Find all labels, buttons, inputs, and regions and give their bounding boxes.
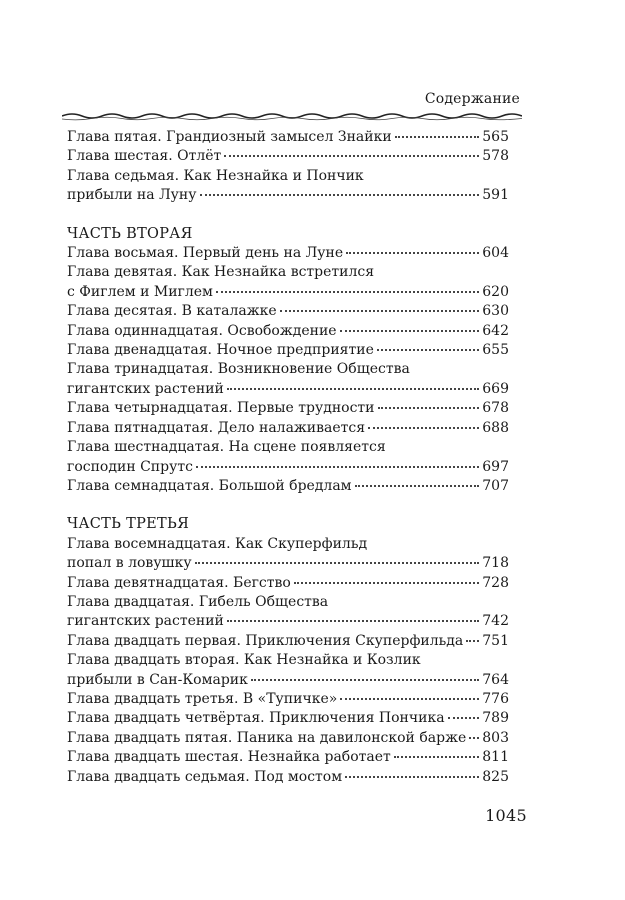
toc-entry[interactable] <box>67 438 509 477</box>
dot-leader <box>227 620 479 622</box>
dot-leader <box>251 679 479 681</box>
dot-leader <box>377 349 479 351</box>
chapter-title-line: попал в ловушку <box>67 555 192 572</box>
dot-leader <box>224 155 479 157</box>
chapter-page-number: 707 <box>482 477 509 494</box>
chapter-title-line: Глава пятнадцатая. Дело налаживается <box>67 419 366 436</box>
toc-entry[interactable] <box>67 748 509 767</box>
dot-leader <box>346 252 479 254</box>
chapter-title-line: Глава восемнадцатая. Как Скуперфильд <box>67 535 368 552</box>
dot-leader <box>340 330 480 332</box>
chapter-page-number: 578 <box>482 148 509 165</box>
chapter-page-number: 642 <box>482 322 509 339</box>
dot-leader <box>395 136 480 138</box>
dot-leader <box>469 737 479 739</box>
chapter-title-line: Глава двадцать первая. Приключения Скуперфильда <box>67 632 464 649</box>
chapter-title-line: Глава двенадцатая. Ночное предприятие <box>67 342 374 359</box>
toc-entry[interactable] <box>67 244 509 263</box>
chapter-title-line: Глава двадцать пятая. Паника на давилонской барже <box>67 729 467 746</box>
chapter-title-line: прибыли на Луну <box>67 187 197 204</box>
chapter-page-number: 764 <box>482 671 509 688</box>
dot-leader <box>195 562 480 564</box>
chapter-title-line: Глава двадцать четвёртая. Приключения Пончика <box>67 710 445 727</box>
chapter-title-line: Глава шестнадцатая. На сцене появляется <box>67 439 386 456</box>
toc-entry[interactable] <box>67 651 509 690</box>
toc-entry[interactable] <box>67 477 509 496</box>
toc-entry[interactable] <box>67 147 509 166</box>
chapter-title-line: Глава шестая. Отлёт <box>67 148 222 165</box>
dot-leader <box>294 582 479 584</box>
running-head: Содержание <box>424 91 520 107</box>
chapter-page-number: 728 <box>482 574 509 591</box>
chapter-title-line: Глава двадцать седьмая. Под мостом <box>67 768 343 785</box>
toc-entry[interactable] <box>67 128 509 147</box>
toc-entry[interactable] <box>67 535 509 574</box>
chapter-page-number: 655 <box>482 342 509 359</box>
dot-leader <box>368 427 479 429</box>
dot-leader <box>196 466 479 468</box>
toc-entry[interactable] <box>67 360 509 399</box>
chapter-page-number: 678 <box>482 400 509 417</box>
toc-entry[interactable] <box>67 729 509 748</box>
chapter-title-line: Глава двадцать вторая. Как Незнайка и Козлик <box>67 652 421 669</box>
table-of-contents <box>67 128 509 787</box>
dot-leader <box>340 698 479 700</box>
wavy-rule-ornament <box>62 110 522 124</box>
chapter-title-line: Глава седьмая. Как Незнайка и Пончик <box>67 167 364 184</box>
chapter-title-line: Глава девятая. Как Незнайка встретился <box>67 264 375 281</box>
dot-leader <box>200 194 480 196</box>
chapter-title-line: господин Спрутс <box>67 458 193 475</box>
dot-leader <box>355 485 480 487</box>
chapter-title-line: Глава двадцатая. Гибель Общества <box>67 593 329 610</box>
part-heading: ЧАСТЬ ТРЕТЬЯ <box>67 516 190 533</box>
toc-entry[interactable] <box>67 632 509 651</box>
chapter-title-line: Глава семнадцатая. Большой бредлам <box>67 477 352 494</box>
chapter-page-number: 669 <box>482 380 509 397</box>
chapter-title-line: Глава девятнадцатая. Бегство <box>67 574 291 591</box>
chapter-title-line: Глава одиннадцатая. Освобождение <box>67 322 337 339</box>
dot-leader <box>448 717 480 719</box>
chapter-page-number: 591 <box>482 187 509 204</box>
chapter-title-line: Глава десятая. В каталажке <box>67 303 277 320</box>
dot-leader <box>227 388 479 390</box>
part-heading: ЧАСТЬ ВТОРАЯ <box>67 225 193 242</box>
chapter-title-line: Глава двадцать шестая. Незнайка работает <box>67 749 391 766</box>
chapter-title-line: Глава двадцать третья. В «Тупичке» <box>67 690 338 707</box>
chapter-title-line: Глава пятая. Грандиозный замысел Знайки <box>67 129 392 145</box>
chapter-page-number: 718 <box>482 555 509 572</box>
toc-entry[interactable] <box>67 167 509 206</box>
chapter-page-number: 811 <box>482 749 509 766</box>
page-number: 1045 <box>485 806 527 825</box>
toc-entry[interactable] <box>67 322 509 341</box>
dot-leader <box>345 776 479 778</box>
chapter-page-number: 825 <box>482 768 509 785</box>
toc-entry[interactable] <box>67 709 509 728</box>
chapter-page-number: 776 <box>482 690 509 707</box>
chapter-page-number: 803 <box>482 729 509 746</box>
chapter-title-line: гигантских растений <box>67 613 224 630</box>
toc-entry[interactable] <box>67 768 509 787</box>
chapter-title-line: гигантских растений <box>67 380 224 397</box>
chapter-page-number: 688 <box>482 419 509 436</box>
toc-entry[interactable] <box>67 690 509 709</box>
chapter-title-line: с Фиглем и Миглем <box>67 283 213 300</box>
toc-entry[interactable] <box>67 399 509 418</box>
toc-entry[interactable] <box>67 263 509 302</box>
chapter-title-line: Глава тринадцатая. Возникновение Общества <box>67 361 410 378</box>
dot-leader <box>378 407 480 409</box>
dot-leader <box>216 291 479 293</box>
chapter-page-number: 565 <box>482 129 509 145</box>
chapter-page-number: 630 <box>482 303 509 320</box>
chapter-page-number: 697 <box>482 458 509 475</box>
chapter-page-number: 751 <box>482 632 509 649</box>
toc-entry[interactable] <box>67 574 509 593</box>
toc-entry[interactable] <box>67 302 509 321</box>
chapter-page-number: 604 <box>482 245 509 262</box>
dot-leader <box>466 640 479 642</box>
chapter-page-number: 620 <box>482 283 509 300</box>
chapter-page-number: 789 <box>482 710 509 727</box>
chapter-title-line: прибыли в Сан-Комарик <box>67 671 248 688</box>
dot-leader <box>280 310 480 312</box>
toc-entry[interactable] <box>67 593 509 632</box>
chapter-title-line: Глава восьмая. Первый день на Луне <box>67 245 344 262</box>
toc-entry[interactable] <box>67 419 509 438</box>
dot-leader <box>394 756 480 758</box>
chapter-title-line: Глава четырнадцатая. Первые трудности <box>67 400 375 417</box>
toc-entry[interactable] <box>67 341 509 360</box>
chapter-page-number: 742 <box>482 613 509 630</box>
